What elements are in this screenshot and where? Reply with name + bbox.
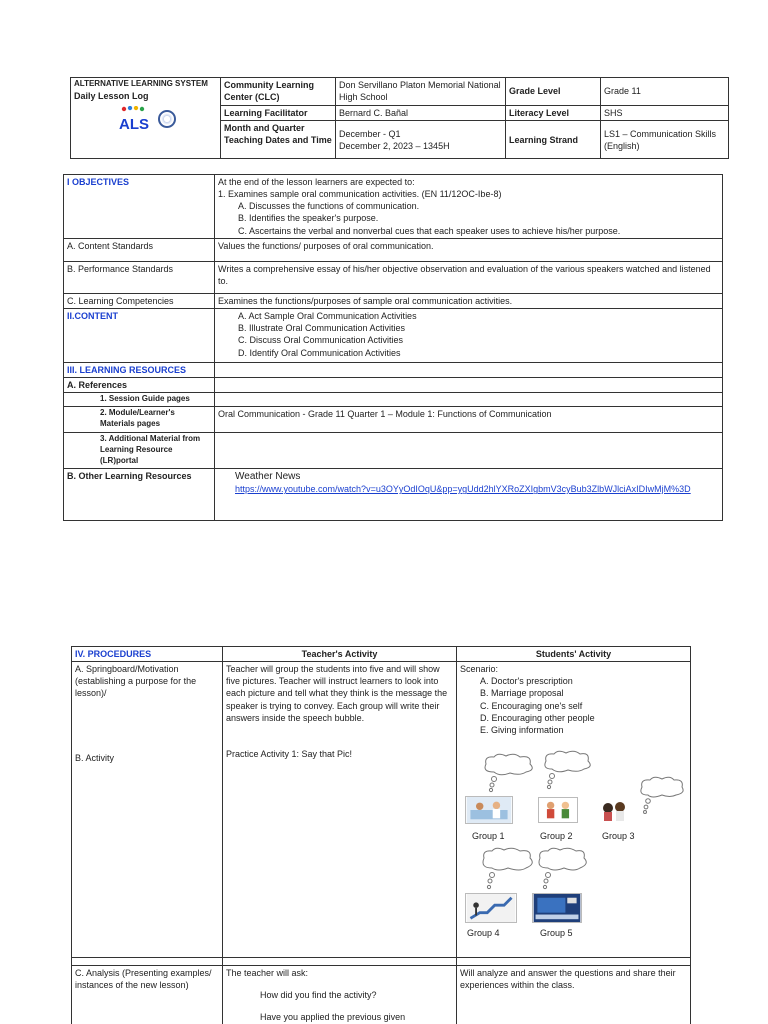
other-resources-title: Weather News — [235, 470, 301, 482]
youtube-link[interactable]: https://www.youtube.com/watch?v=u3OYyOdIOqU&pp=ygUdd2hlYXRoZXIgbmV3cyBub3ZlbWJlciAxIDIwMjM%3D — [235, 484, 691, 495]
competencies-label: C. Learning Competencies — [64, 294, 215, 309]
module-value: Oral Communication - Grade 11 Quarter 1 – Module 1: Functions of Communication — [215, 407, 723, 433]
dates-value-line2: December 2, 2023 – 1345H — [339, 140, 450, 151]
scenario-item: C. Encouraging one's self — [480, 700, 583, 711]
content-cell — [215, 309, 723, 363]
literacy-value: SHS — [601, 106, 729, 121]
scenario-item: A. Doctor's prescription — [480, 676, 573, 687]
analysis-label: C. Analysis (Presenting examples/ instances of the new lesson) — [72, 966, 223, 1024]
facilitator-label: Learning Facilitator — [221, 106, 336, 121]
analysis-question: How did you find the activity? — [260, 990, 377, 1001]
resources-label: III. LEARNING RESOURCES — [64, 363, 215, 378]
teacher-activity-header: Teacher's Activity — [223, 647, 457, 662]
grade-label: Grade Level — [506, 78, 601, 106]
objective-item: C. Ascertains the verbal and nonverbal cues that each speaker uses to achieve his/her purpose. — [238, 225, 621, 236]
springboard-teacher-text: Teacher will group the students into five and will show five pictures. Teacher will instruct learners to look into each picture and tell what they think is the message the speaker is trying to convey. Each group will write their answers inside the speech bubble. — [226, 664, 448, 723]
session-guide-empty — [215, 393, 723, 407]
scenario-label: Scenario: — [460, 664, 499, 675]
spacer-cell — [72, 958, 223, 966]
group-label: Group 4 — [467, 928, 500, 938]
als-logo — [116, 106, 152, 132]
activity-label: B. Activity — [75, 752, 115, 763]
lesson-table — [63, 174, 723, 521]
module-label: 2. Module/Learner's Materials pages — [64, 407, 215, 433]
speech-bubble-icon — [636, 775, 686, 815]
content-item: C. Discuss Oral Communication Activities — [238, 335, 404, 346]
literacy-label: Literacy Level — [506, 106, 601, 121]
dates-label: Month and Quarter Teaching Dates and Time — [221, 121, 336, 159]
news-picture — [532, 893, 582, 923]
analysis-question: Have you applied the previous given — [260, 1012, 406, 1023]
session-guide-label: 1. Session Guide pages — [64, 393, 215, 407]
facilitator-value: Bernard C. Bañal — [336, 106, 506, 121]
scenario-item: E. Giving information — [480, 724, 564, 735]
career-picture — [465, 893, 517, 923]
spacer-cell — [223, 958, 457, 966]
spacer-cell — [457, 958, 691, 966]
speech-bubble-icon — [478, 846, 540, 892]
additional-material-label: 3. Additional Material from Learning Resource (LR)portal — [64, 433, 215, 468]
dates-value-line1: December - Q1 — [339, 128, 401, 139]
objective-item: A. Discusses the functions of communication. — [238, 201, 420, 212]
other-resources-label: B. Other Learning Resources — [64, 468, 215, 520]
logo-group — [74, 106, 217, 132]
group-label: Group 2 — [540, 831, 573, 841]
procedures-header: IV. PROCEDURES — [72, 647, 223, 662]
content-standards-value: Values the functions/ purposes of oral communication. — [215, 239, 723, 262]
competencies-value: Examines the functions/purposes of sample oral communication activities. — [215, 294, 723, 309]
log-title: Daily Lesson Log — [74, 90, 149, 101]
clc-label: Community Learning Center (CLC) — [221, 78, 336, 106]
performance-standards-label: B. Performance Standards — [64, 262, 215, 294]
references-label: A. References — [64, 378, 215, 393]
other-resources-cell — [215, 468, 723, 520]
objectives-main: 1. Examines sample oral communication activities. (EN 11/12OC-Ibe-8) — [218, 189, 502, 200]
resources-empty — [215, 363, 723, 378]
group-label: Group 3 — [602, 831, 635, 841]
doctor-picture — [465, 796, 513, 824]
analysis-students-value: Will analyze and answer the questions and share their experiences within the class. — [457, 966, 691, 1024]
group-label: Group 1 — [472, 831, 505, 841]
content-standards-label: A. Content Standards — [64, 239, 215, 262]
additional-material-empty — [215, 433, 723, 468]
content-item: A. Act Sample Oral Communication Activities — [238, 311, 417, 322]
dates-value — [336, 121, 506, 159]
activity-teacher-text: Practice Activity 1: Say that Pic! — [226, 748, 353, 759]
deped-seal-icon — [158, 110, 176, 128]
references-empty — [215, 378, 723, 393]
students-activity-header: Students' Activity — [457, 647, 691, 662]
content-item: B. Illustrate Oral Communication Activities — [238, 323, 406, 334]
procedures-table — [71, 646, 691, 1024]
proposal-picture — [538, 797, 578, 823]
header-title-cell — [71, 78, 221, 159]
teacher-activity-cell — [223, 662, 457, 958]
content-item: D. Identify Oral Communication Activities — [238, 347, 401, 358]
objectives-intro: At the end of the lesson learners are expected to: — [218, 177, 415, 187]
speech-bubble-icon — [480, 752, 540, 794]
self-encourage-picture — [598, 800, 630, 822]
clc-value: Don Servillano Platon Memorial National High School — [336, 78, 506, 106]
content-label: II.CONTENT — [64, 309, 215, 363]
performance-standards-value: Writes a comprehensive essay of his/her objective observation and evaluation of the various speakers watched and listened to. — [215, 262, 723, 294]
scenario-item: B. Marriage proposal — [480, 688, 564, 699]
analysis-teacher-cell — [223, 966, 457, 1024]
objectives-cell — [215, 175, 723, 239]
speech-bubble-icon — [534, 846, 594, 892]
analysis-teacher-intro: The teacher will ask: — [226, 968, 309, 979]
procedure-steps-cell — [72, 662, 223, 958]
objective-item: B. Identifies the speaker's purpose. — [238, 213, 379, 224]
objectives-label: I OBJECTIVES — [64, 175, 215, 239]
header-table — [70, 77, 729, 159]
springboard-label: A. Springboard/Motivation (establishing a purpose for the lesson)/ — [75, 664, 197, 699]
grade-value: Grade 11 — [601, 78, 729, 106]
system-name: ALTERNATIVE LEARNING SYSTEM — [74, 79, 208, 88]
group-label: Group 5 — [540, 928, 573, 938]
strand-label: Learning Strand — [506, 121, 601, 159]
strand-value: LS1 – Communication Skills (English) — [601, 121, 729, 159]
scenario-item: D. Encouraging other people — [480, 712, 595, 723]
speech-bubble-icon — [540, 749, 596, 791]
logo-text: ALS — [118, 115, 149, 132]
